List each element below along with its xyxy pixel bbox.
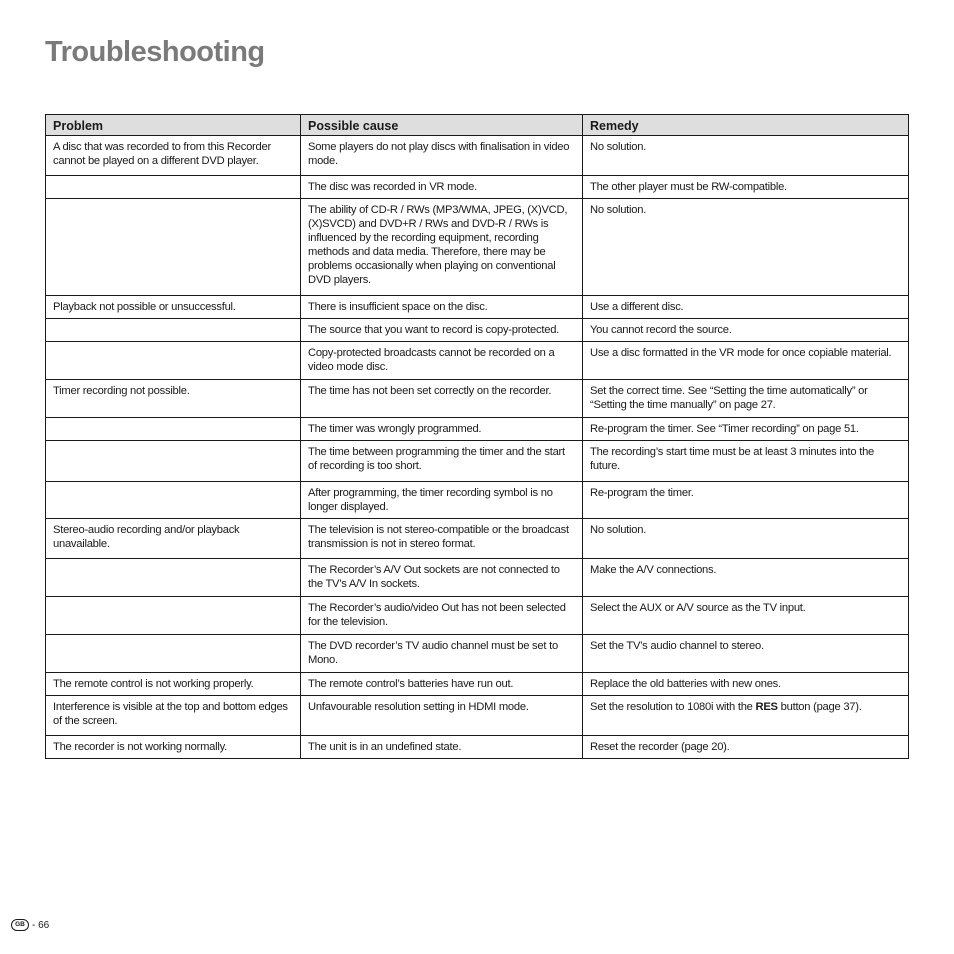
problem-cell: The remote control is not working properly. [46,673,301,696]
table-row [46,519,909,559]
remedy-cell: Set the correct time. See “Setting the time automatically” or “Setting the time manually” on page 27. [583,380,909,418]
remedy-cell: You cannot record the source. [583,319,909,342]
table-row [46,136,909,176]
remedy-cell: No solution. [583,199,909,296]
remedy-cell: The other player must be RW-compatible. [583,176,909,199]
remedy-text: Set the resolution to 1080i with the [590,701,756,713]
problem-cell [46,342,301,380]
country-badge: GB [11,919,29,931]
table-row [46,418,909,441]
remedy-cell: Re-program the timer. See “Timer recording” on page 51. [583,418,909,441]
cause-cell: The Recorder’s A/V Out sockets are not connected to the TV’s A/V In sockets. [301,559,583,597]
remedy-cell: Reset the recorder (page 20). [583,736,909,759]
page-number: - 66 [32,919,50,931]
remedy-cell: No solution. [583,519,909,559]
remedy-cell: No solution. [583,136,909,176]
problem-cell [46,635,301,673]
table-row [46,482,909,519]
remedy-cell: Make the A/V connections. [583,559,909,597]
header-problem: Problem [46,115,301,136]
cause-cell: The timer was wrongly programmed. [301,418,583,441]
table-row [46,319,909,342]
cause-cell: The ability of CD-R / RWs (MP3/WMA, JPEG, (X)VCD, (X)SVCD) and DVD+R / RWs and DVD-R / RWs is influenced by the recording equipment, recording methods and data media. Therefore, there may be problems occasionally when playing on conventional DVD players. [301,199,583,296]
problem-cell [46,482,301,519]
cause-cell: The time between programming the timer and the start of recording is too short. [301,441,583,482]
problem-cell [46,199,301,296]
problem-cell [46,559,301,597]
header-possible-cause: Possible cause [301,115,583,136]
cause-cell: The Recorder’s audio/video Out has not been selected for the television. [301,597,583,635]
cause-cell: The disc was recorded in VR mode. [301,176,583,199]
troubleshooting-table [45,114,909,759]
problem-cell [46,597,301,635]
table-row [46,199,909,296]
cause-cell: Some players do not play discs with finalisation in video mode. [301,136,583,176]
problem-cell: Playback not possible or unsuccessful. [46,296,301,319]
remedy-cell: Use a different disc. [583,296,909,319]
table-row [46,296,909,319]
problem-cell [46,319,301,342]
table-row [46,673,909,696]
cause-cell: Copy-protected broadcasts cannot be recorded on a video mode disc. [301,342,583,380]
cause-cell: Unfavourable resolution setting in HDMI mode. [301,696,583,736]
cause-cell: The unit is in an undefined state. [301,736,583,759]
page-title: Troubleshooting [45,36,265,68]
table-row [46,597,909,635]
cause-cell: The source that you want to record is copy-protected. [301,319,583,342]
remedy-cell: Re-program the timer. [583,482,909,519]
problem-cell: Interference is visible at the top and bottom edges of the screen. [46,696,301,736]
problem-cell: Timer recording not possible. [46,380,301,418]
table-row [46,380,909,418]
page-footer [11,919,49,931]
cause-cell: The remote control’s batteries have run out. [301,673,583,696]
remedy-cell [583,696,909,736]
problem-cell [46,441,301,482]
table-row [46,696,909,736]
problem-cell: Stereo-audio recording and/or playback unavailable. [46,519,301,559]
problem-cell [46,418,301,441]
remedy-cell: Select the AUX or A/V source as the TV input. [583,597,909,635]
header-remedy: Remedy [583,115,909,136]
remedy-text: button (page 37). [777,701,862,713]
table-row [46,176,909,199]
problem-cell [46,176,301,199]
cause-cell: The television is not stereo-compatible or the broadcast transmission is not in stereo format. [301,519,583,559]
remedy-cell: The recording’s start time must be at least 3 minutes into the future. [583,441,909,482]
cause-cell: The time has not been set correctly on the recorder. [301,380,583,418]
res-button-label: RES [755,701,778,713]
table-row [46,441,909,482]
problem-cell: A disc that was recorded to from this Recorder cannot be played on a different DVD player. [46,136,301,176]
table-row [46,635,909,673]
cause-cell: After programming, the timer recording symbol is no longer displayed. [301,482,583,519]
remedy-cell: Replace the old batteries with new ones. [583,673,909,696]
problem-cell: The recorder is not working normally. [46,736,301,759]
table-row [46,736,909,759]
remedy-cell: Use a disc formatted in the VR mode for once copiable material. [583,342,909,380]
cause-cell: The DVD recorder’s TV audio channel must be set to Mono. [301,635,583,673]
table-row [46,342,909,380]
cause-cell: There is insufficient space on the disc. [301,296,583,319]
table-header-row [46,115,909,136]
table-row [46,559,909,597]
remedy-cell: Set the TV’s audio channel to stereo. [583,635,909,673]
